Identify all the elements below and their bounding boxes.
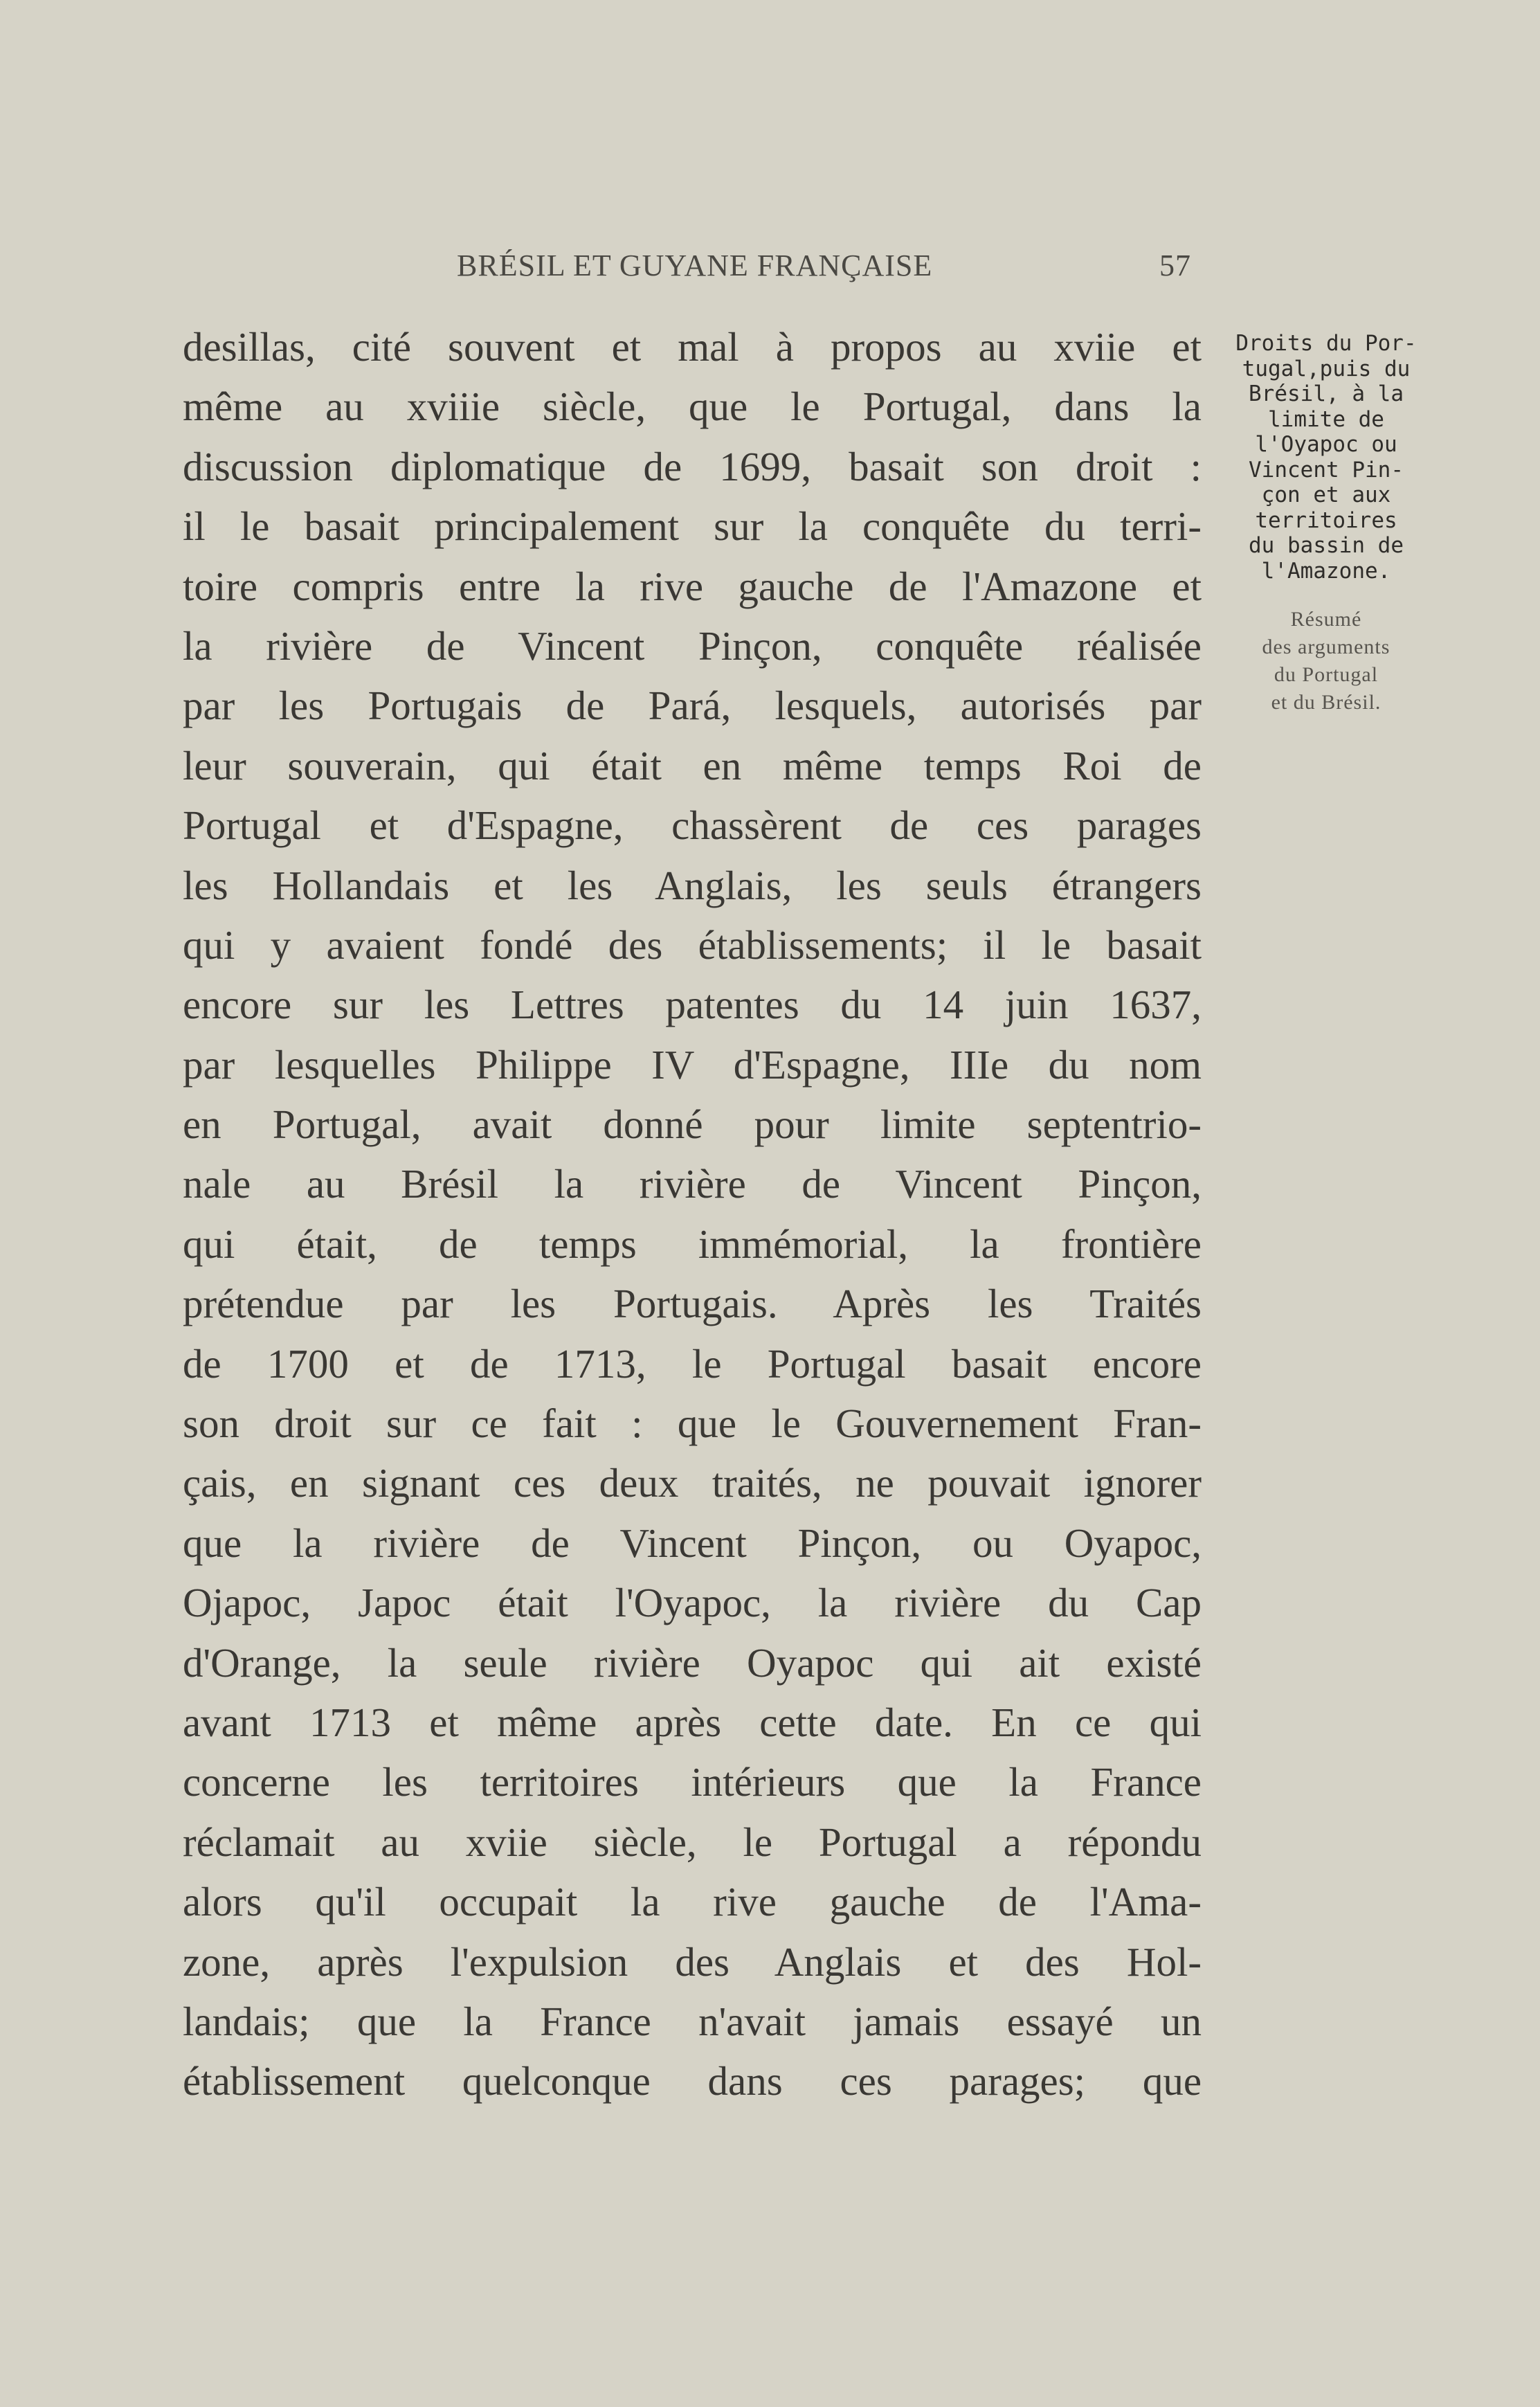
running-head-title: BRÉSIL ET GUYANE FRANÇAISE	[457, 249, 933, 282]
text-line: concerne les territoires intérieurs que la France	[183, 1759, 1202, 1805]
text-line: il le basait principalement sur la conquête du terri-	[183, 503, 1202, 550]
margin-note-line: tugal,puis du	[1242, 356, 1411, 381]
margin-notes	[1222, 331, 1430, 716]
text-line: qui était, de temps immémorial, la frontière	[183, 1220, 1202, 1267]
margin-note-line: du bassin de	[1249, 533, 1404, 558]
text-line: la rivière de Vincent Pinçon, conquête réalisée	[183, 622, 1202, 669]
margin-note-line: et du Brésil.	[1271, 691, 1382, 714]
page-number: 57	[1159, 249, 1191, 282]
text-line: qui y avaient fondé des établissements; il le basait	[183, 921, 1202, 968]
text-line: que la rivière de Vincent Pinçon, ou Oyapoc,	[183, 1520, 1202, 1566]
text-line: discussion diplomatique de 1699, basait son droit :	[183, 443, 1202, 489]
text-line: prétendue par les Portugais. Après les Traités	[183, 1281, 1202, 1327]
text-line: Ojapoc, Japoc était l'Oyapoc, la rivière du Cap	[183, 1580, 1202, 1626]
text-line: zone, après l'expulsion des Anglais et des Hol-	[183, 1938, 1202, 1985]
margin-note-line: l'Amazone.	[1261, 558, 1391, 584]
margin-note-line: du Portugal	[1274, 663, 1379, 686]
text-line: de 1700 et de 1713, le Portugal basait encore	[183, 1340, 1202, 1387]
margin-note-line: Droits du Por-	[1235, 331, 1417, 356]
margin-note-summary	[1222, 606, 1430, 716]
text-line: même au xviiie siècle, que le Portugal, dans la	[183, 384, 1202, 430]
body-paragraph	[183, 317, 1202, 2111]
margin-note-line: limite de	[1268, 406, 1384, 432]
text-line: Portugal et d'Espagne, chassèrent de ces parages	[183, 802, 1202, 849]
text-line: d'Orange, la seule rivière Oyapoc qui ait existé	[183, 1639, 1202, 1686]
margin-note-rights	[1222, 331, 1430, 584]
text-line: par lesquelles Philippe IV d'Espagne, IIIe du nom	[183, 1041, 1202, 1088]
text-line: desillas, cité souvent et mal à propos au xviie et	[183, 324, 1202, 370]
text-line: son droit sur ce fait : que le Gouvernement Fran-	[183, 1400, 1202, 1447]
text-line: toire compris entre la rive gauche de l'Amazone et	[183, 563, 1202, 609]
margin-note-line: Brésil, à la	[1249, 381, 1404, 406]
text-line: les Hollandais et les Anglais, les seuls étrangers	[183, 862, 1202, 908]
text-line: établissement quelconque dans ces parages; que	[183, 2058, 1202, 2104]
text-line: réclamait au xviie siècle, le Portugal a répondu	[183, 1819, 1202, 1865]
text-line: par les Portugais de Pará, lesquels, autorisés par	[183, 683, 1202, 729]
text-line: leur souverain, qui était en même temps Roi de	[183, 742, 1202, 788]
text-line: encore sur les Lettres patentes du 14 juin 1637,	[183, 982, 1202, 1028]
text-line: landais; que la France n'avait jamais essayé un	[183, 1998, 1202, 2044]
text-line: avant 1713 et même après cette date. En ce qui	[183, 1699, 1202, 1745]
margin-note-line: territoires	[1255, 507, 1397, 533]
margin-note-line: Résumé	[1290, 608, 1362, 631]
margin-note-line: çon et aux	[1261, 483, 1391, 507]
text-line: en Portugal, avait donné pour limite septentrio-	[183, 1101, 1202, 1148]
text-line: çais, en signant ces deux traités, ne pouvait ignorer	[183, 1460, 1202, 1506]
text-line: alors qu'il occupait la rive gauche de l'Ama-	[183, 1879, 1202, 1925]
running-head	[443, 248, 1204, 289]
margin-note-line: l'Oyapoc ou	[1255, 432, 1397, 457]
margin-note-line: des arguments	[1262, 635, 1390, 658]
margin-note-line: Vincent Pin-	[1249, 457, 1404, 483]
text-line: nale au Brésil la rivière de Vincent Pinçon,	[183, 1161, 1202, 1207]
